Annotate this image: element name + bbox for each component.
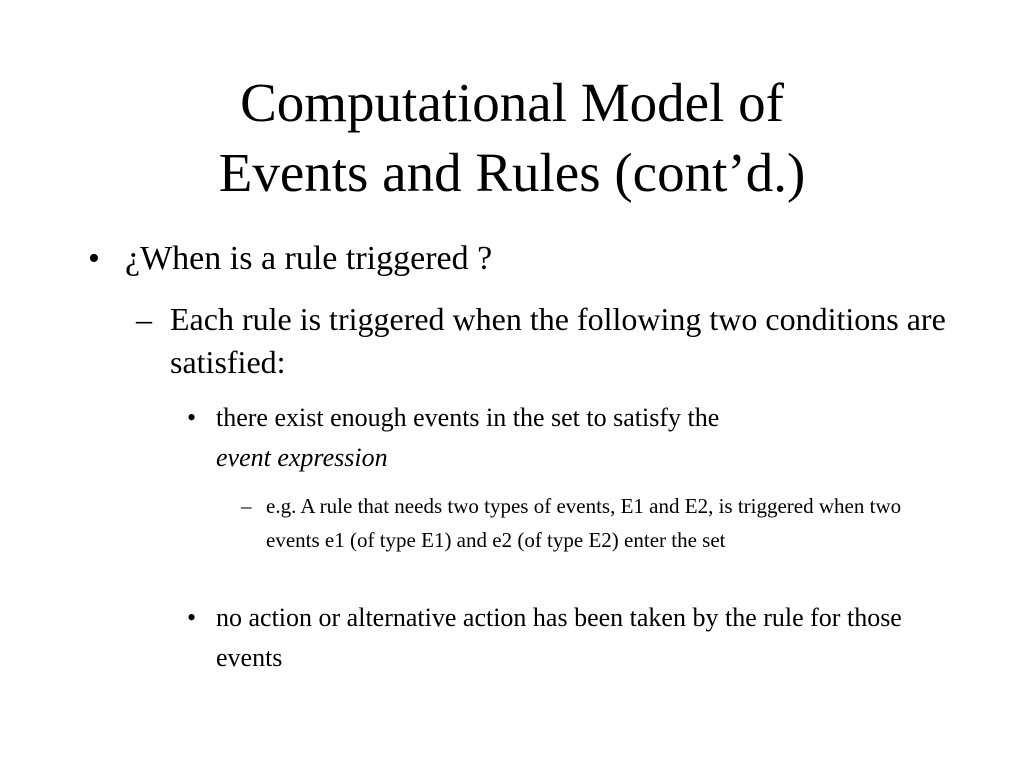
bullet-question [88,236,988,282]
dash-marker: – [241,494,252,518]
dash-marker: – [136,301,152,337]
bullet-marker: • [187,603,197,632]
bullet-marker: • [187,403,197,432]
sub-bullet-each-rule-text: Each rule is triggered when the following two conditions are satisfied: [170,301,946,380]
example-text: e.g. A rule that needs two types of events, E1 and E2, is triggered when two events e1 (of type E1) and e2 (of type E2) enter the set [266,494,902,552]
condition-1 [187,398,947,478]
condition-1-plain: there exist enough events in the set to satisfy the [216,403,720,432]
condition-1-italic: event expression [216,443,388,472]
example-item [241,489,941,557]
condition-2-text: no action or alternative action has been taken by the rule for those events [216,603,902,672]
title-line-2: Events and Rules (cont’d.) [218,142,806,203]
condition-1-text [216,398,947,478]
slide-title [0,68,1024,208]
bullet-question-text: ¿When is a rule triggered ? [125,240,493,277]
bullet-marker: • [88,240,100,277]
sub-bullet-each-rule [136,298,956,384]
condition-2 [187,598,947,678]
title-line-1: Computational Model of [240,72,784,133]
